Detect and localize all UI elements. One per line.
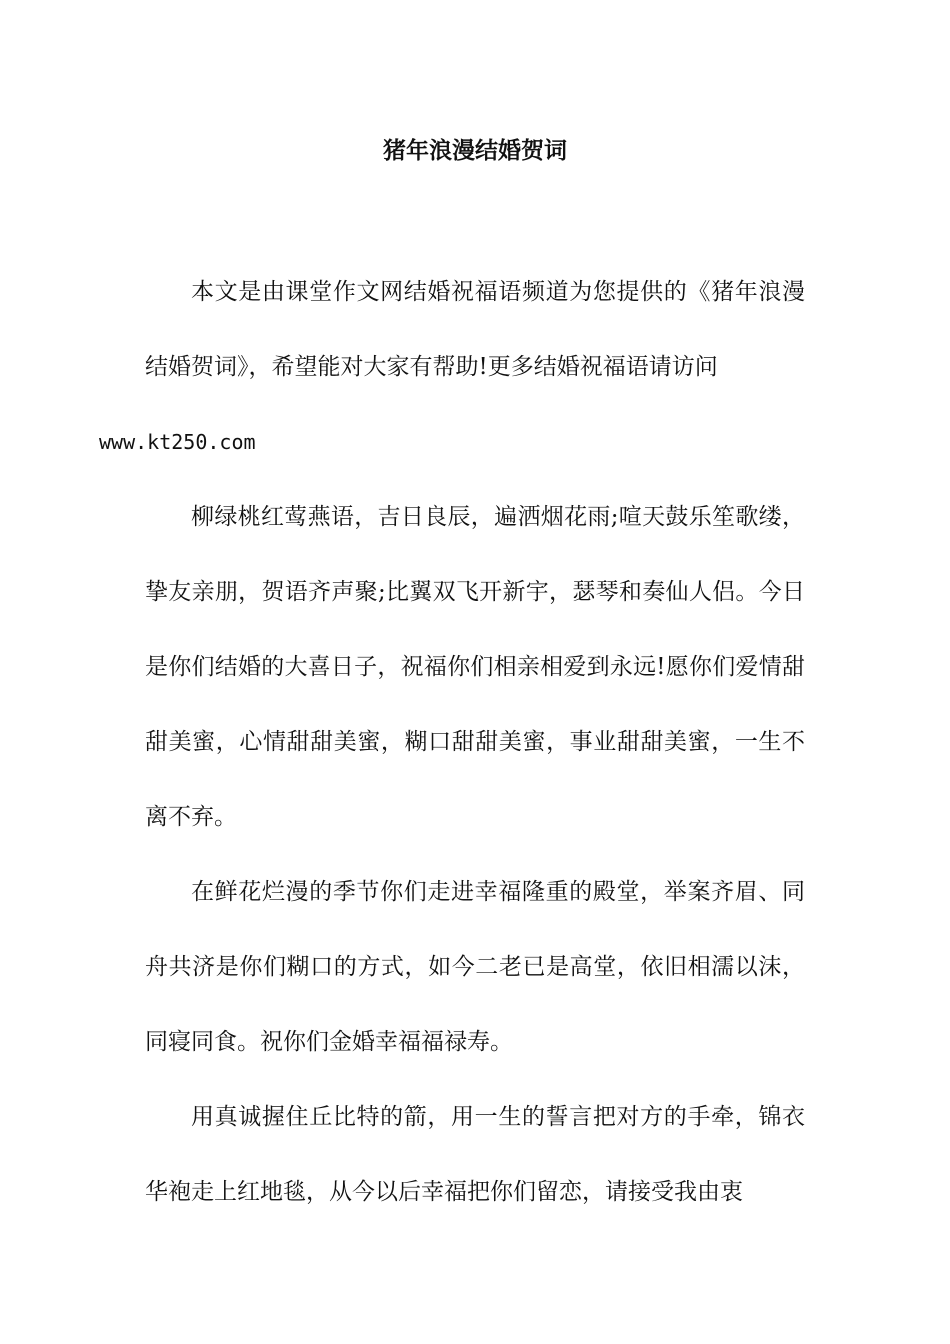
intro-url: www.kt250.com (99, 430, 256, 454)
document-title: 猪年浪漫结婚贺词 (383, 138, 567, 164)
intro-paragraph (99, 255, 805, 480)
paragraph-2: 在鲜花烂漫的季节你们走进幸福隆重的殿堂，举案齐眉、同舟共济是你们糊口的方式，如今二老已是高堂，依旧相濡以沫，同寝同食。祝你们金婚幸福福禄寿。 (145, 879, 805, 1055)
intro-text: 本文是由课堂作文网结婚祝福语频道为您提供的《猪年浪漫结婚贺词》，希望能对大家有帮助!更多结婚祝福语请访问 (145, 279, 805, 380)
document-body (99, 255, 805, 1230)
paragraph-1: 柳绿桃红莺燕语，吉日良辰，遍洒烟花雨;喧天鼓乐笙歌缕，挚友亲朋，贺语齐声聚;比翼双飞开新宇，瑟琴和奏仙人侣。今日是你们结婚的大喜日子，祝福你们相亲相爱到永远!愿你们爱情甜甜美蜜，心情甜甜美蜜，糊口甜甜美蜜，事业甜甜美蜜，一生不离不弃。 (145, 504, 805, 830)
paragraph-3: 用真诚握住丘比特的箭，用一生的誓言把对方的手牵，锦衣华袍走上红地毯，从今以后幸福把你们留恋，请接受我由衷 (145, 1104, 805, 1205)
